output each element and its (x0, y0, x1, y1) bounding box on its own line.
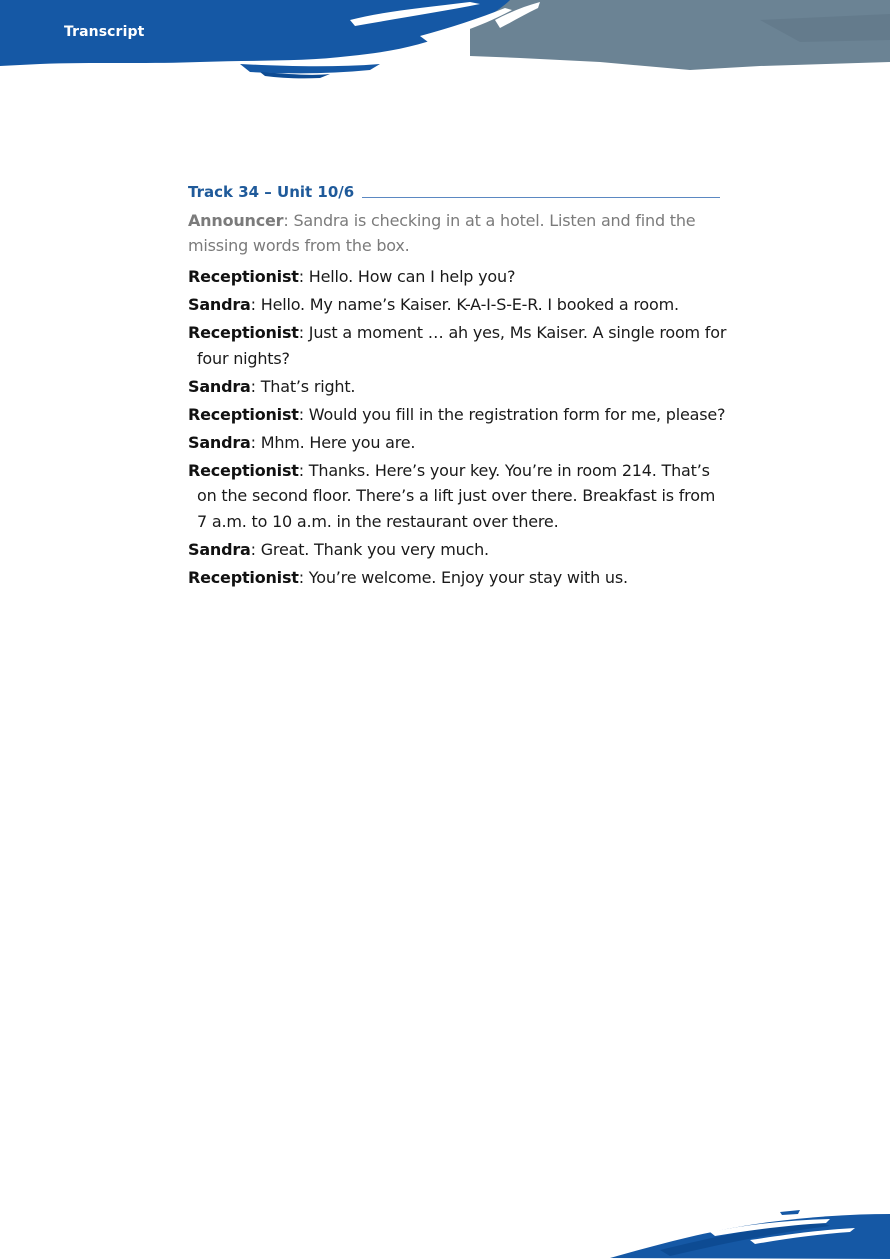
speaker-name: Sandra (188, 539, 251, 559)
speaker-name: Sandra (188, 432, 251, 452)
dialogue-text: : Hello. How can I help you? (298, 267, 516, 286)
header-blue-trail-1 (240, 64, 380, 73)
speaker-name: Announcer (188, 211, 284, 230)
speaker-name: Sandra (188, 295, 251, 314)
dialogue-text: : Hello. My name’s Kaiser. K-A-I-S-E-R. I booked a room. (250, 295, 679, 314)
header-banner (0, 0, 890, 80)
header-title: Transcript (64, 24, 145, 40)
dialogue-line (188, 537, 728, 563)
dialogue-line (188, 320, 728, 371)
speaker-name: Sandra (188, 376, 251, 396)
dialogue-line (188, 458, 728, 535)
footer-blue-fleck (780, 1210, 800, 1215)
speaker-name: Receptionist (188, 323, 299, 342)
dialogue-line (188, 292, 728, 318)
dialogue-text: : Thanks. Here’s your key. You’re in room 214. That’s on the second floor. There’s a lift just over there. Breakfast is from 7 a.m. to 10 a.m. in the restaurant over there. (197, 460, 716, 531)
transcript-content (188, 181, 728, 593)
dialogue-line (188, 402, 728, 428)
footer-banner (600, 1200, 890, 1259)
track-heading (188, 181, 728, 203)
dialogue-text: : You’re welcome. Enjoy your stay with us. (298, 567, 628, 587)
announcer-text: : Sandra is checking in at a hotel. Listen and find the missing words from the box. (188, 211, 696, 255)
dialogue-line (188, 374, 728, 400)
track-heading-rule (362, 197, 720, 198)
dialogue-text: : Great. Thank you very much. (250, 539, 489, 559)
dialogue-line (188, 430, 728, 456)
speaker-name: Receptionist (188, 567, 299, 587)
speaker-name: Receptionist (188, 267, 299, 286)
dialogue-line (188, 565, 728, 591)
dialogue-text: : Just a moment … ah yes, Ms Kaiser. A single room for four nights? (197, 323, 727, 368)
announcer-line (188, 208, 728, 258)
dialogue-text: : Would you fill in the registration form for me, please? (298, 404, 726, 424)
dialogue-line (188, 264, 728, 290)
dialogue-text: : Mhm. Here you are. (250, 432, 416, 452)
track-title: Track 34 – Unit 10/6 (188, 183, 355, 201)
speaker-name: Receptionist (188, 460, 299, 480)
dialogue-text: : That’s right. (250, 376, 356, 396)
speaker-name: Receptionist (188, 404, 299, 424)
